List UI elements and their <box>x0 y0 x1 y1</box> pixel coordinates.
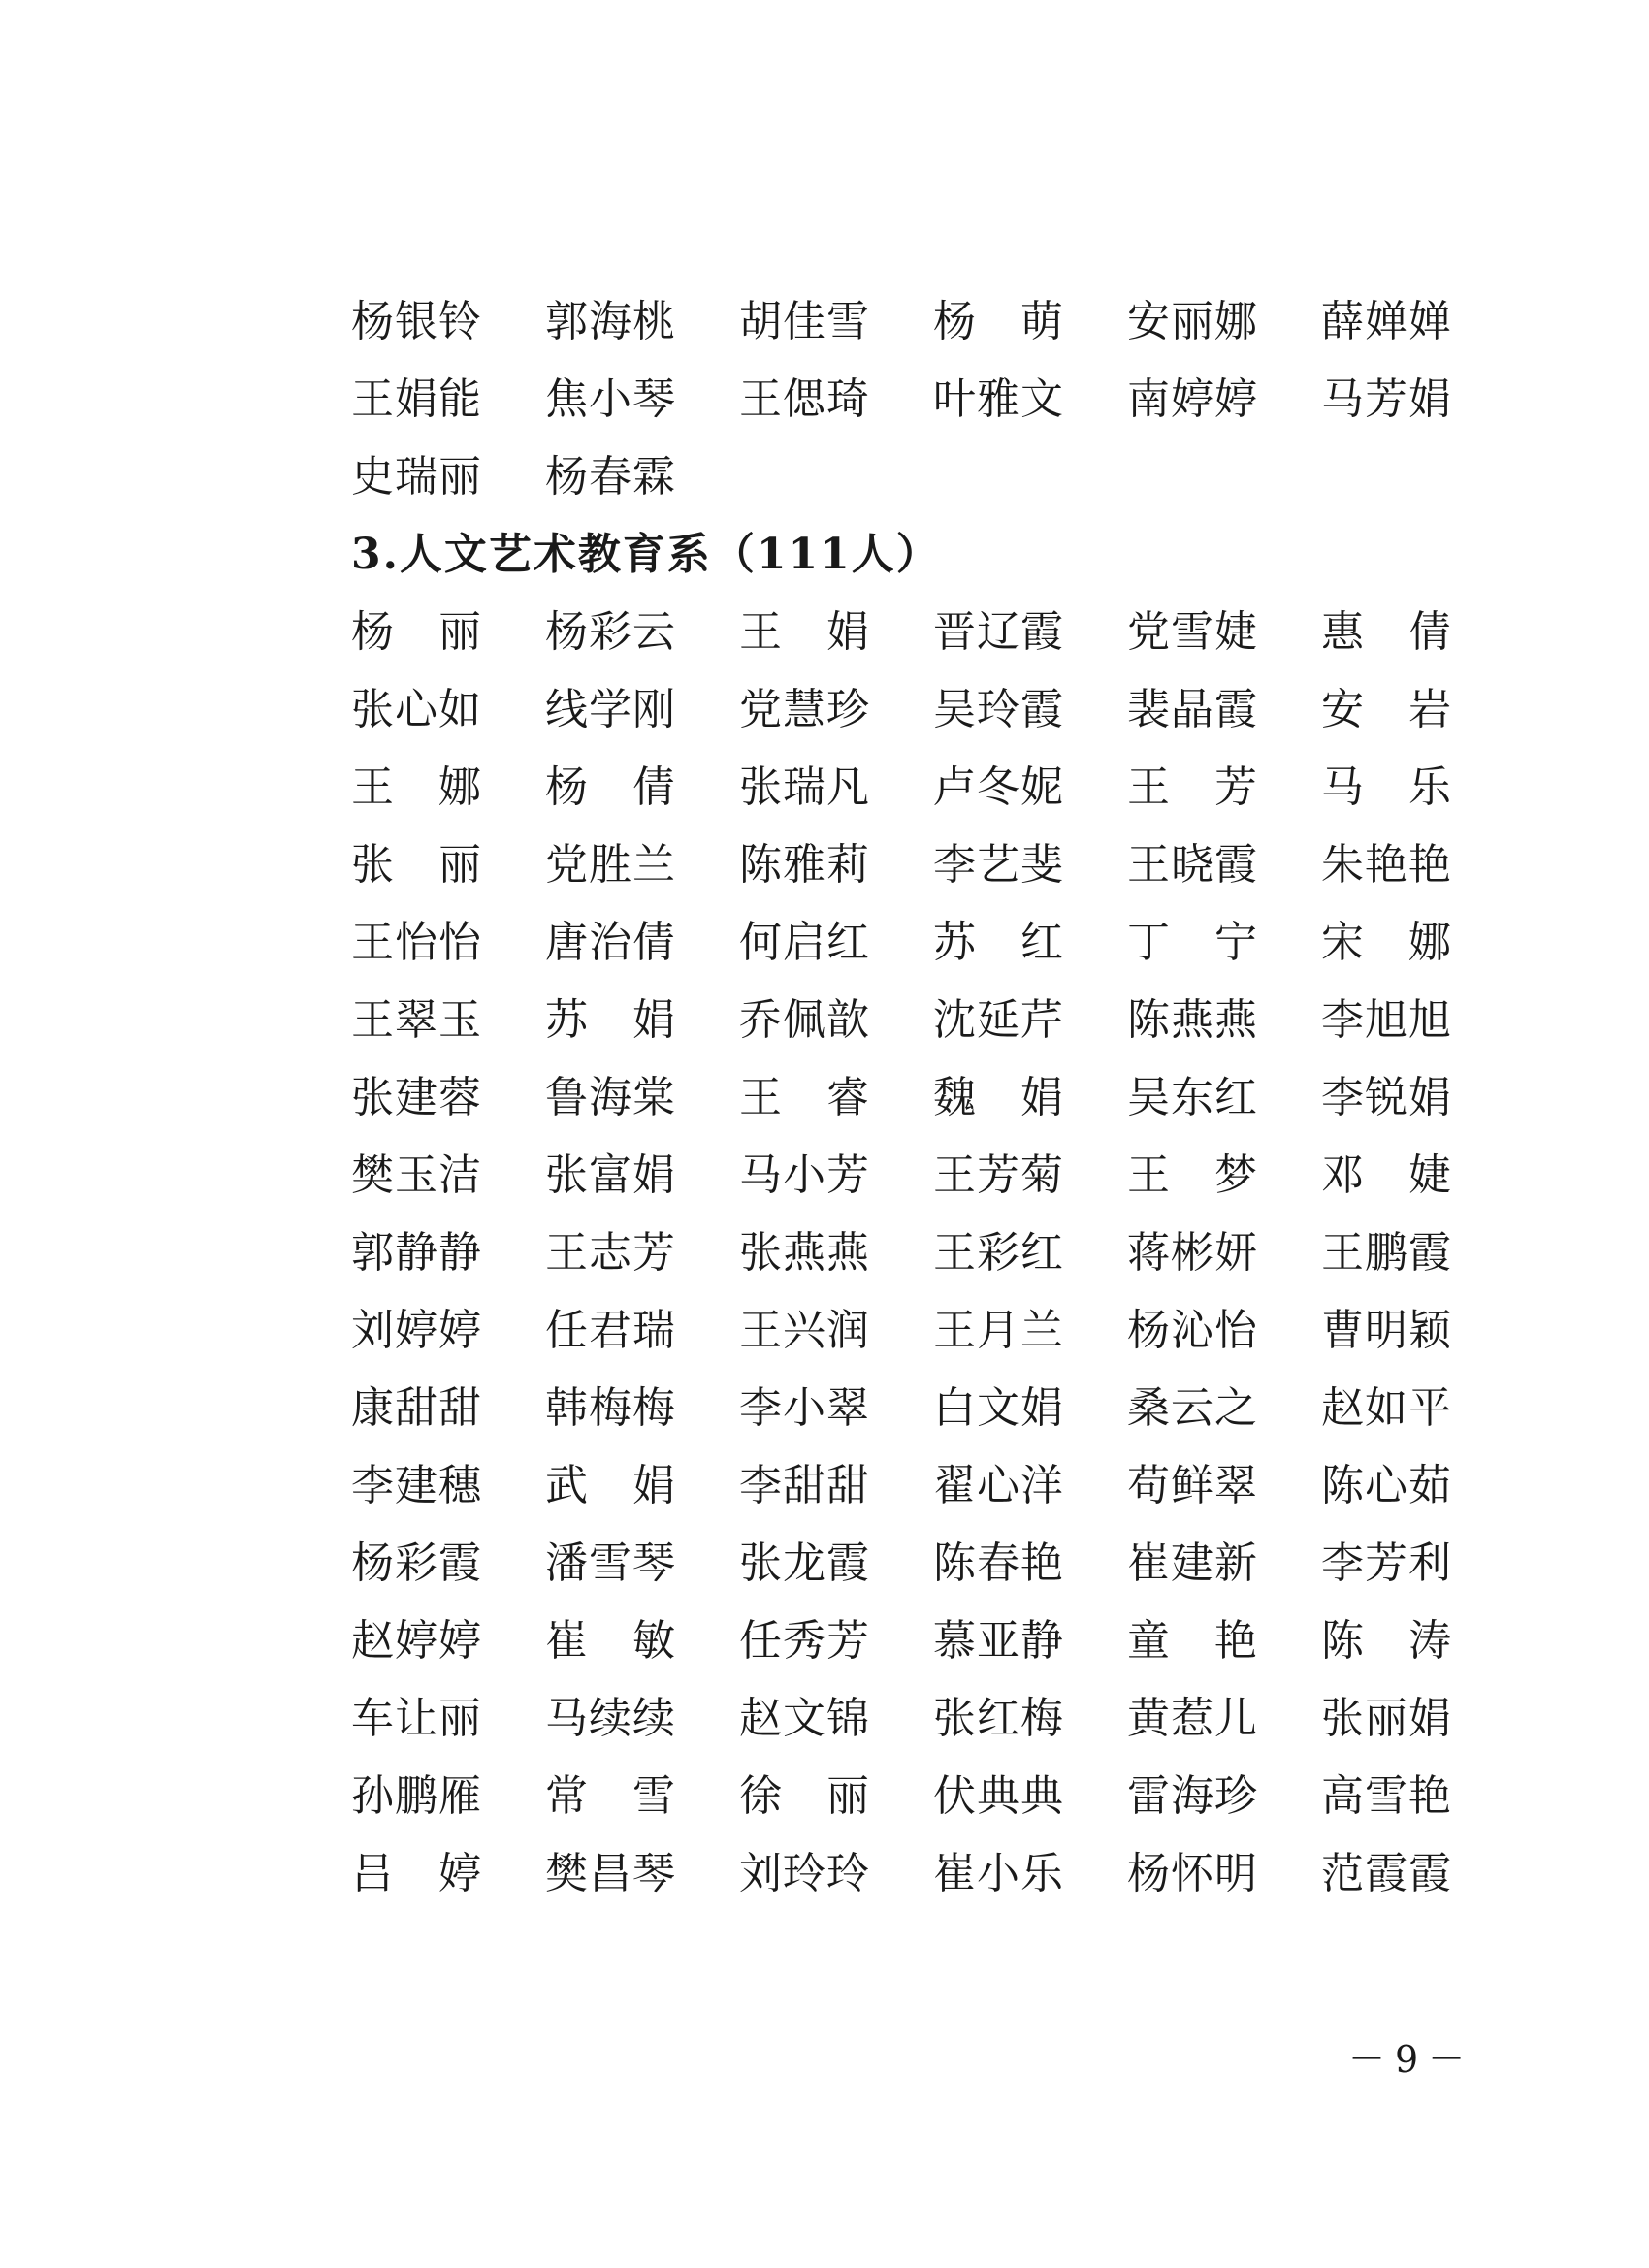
person-name: 王志芳 <box>545 1228 676 1278</box>
person-name: 杨彩云 <box>545 607 676 657</box>
person-name: 李建穗 <box>351 1461 482 1510</box>
person-name: 陈心茹 <box>1321 1461 1452 1510</box>
name-row <box>351 1137 1496 1215</box>
person-name: 徐 丽 <box>739 1771 870 1821</box>
person-name: 黄惹儿 <box>1127 1694 1258 1743</box>
person-name: 王怡怡 <box>351 918 482 967</box>
person-name: 桑云之 <box>1127 1383 1258 1433</box>
person-name: 任君瑞 <box>545 1306 676 1355</box>
page-number: －9－ <box>1348 2038 1475 2081</box>
person-name: 张富娟 <box>545 1150 676 1200</box>
person-name: 沈延芹 <box>933 995 1064 1045</box>
person-name: 李锐娟 <box>1321 1073 1452 1122</box>
person-name: 乔佩歆 <box>739 995 870 1045</box>
person-name: 王兴润 <box>739 1306 870 1355</box>
person-name: 苟鲜翠 <box>1127 1461 1258 1510</box>
person-name: 魏 娟 <box>933 1073 1064 1122</box>
name-row <box>351 904 1496 982</box>
name-row <box>351 1215 1496 1292</box>
person-name: 武 娟 <box>545 1461 676 1510</box>
name-row <box>351 1758 1496 1835</box>
person-name: 王 睿 <box>739 1073 870 1122</box>
person-name: 陈春艳 <box>933 1539 1064 1588</box>
person-name: 南婷婷 <box>1127 374 1258 424</box>
person-name: 杨春霖 <box>545 452 676 502</box>
person-name: 唐治倩 <box>545 918 676 967</box>
name-row <box>351 1059 1496 1137</box>
person-name: 杨银铃 <box>351 297 482 346</box>
person-name: 马续续 <box>545 1694 676 1743</box>
person-name: 童 艳 <box>1127 1616 1258 1666</box>
person-name: 马芳娟 <box>1321 374 1452 424</box>
person-name: 王晓霞 <box>1127 840 1258 890</box>
person-name: 王翠玉 <box>351 995 482 1045</box>
name-row <box>351 1835 1496 1913</box>
person-name: 伏典典 <box>933 1771 1064 1821</box>
person-name: 李旭旭 <box>1321 995 1452 1045</box>
person-name: 蒋彬妍 <box>1127 1228 1258 1278</box>
person-name: 吴玲霞 <box>933 685 1064 734</box>
person-name: 安丽娜 <box>1127 297 1258 346</box>
person-name: 薛婵婵 <box>1321 297 1452 346</box>
name-row <box>351 982 1496 1059</box>
person-name: 杨怀明 <box>1127 1849 1258 1898</box>
person-name: 张燕燕 <box>739 1228 870 1278</box>
person-name: 杨 萌 <box>933 297 1064 346</box>
person-name: 刘婷婷 <box>351 1306 482 1355</box>
person-name: 潘雪琴 <box>545 1539 676 1588</box>
person-name: 何启红 <box>739 918 870 967</box>
person-name: 王芳菊 <box>933 1150 1064 1200</box>
person-name: 常 雪 <box>545 1771 676 1821</box>
person-name: 白文娟 <box>933 1383 1064 1433</box>
name-row <box>351 594 1496 671</box>
person-name: 李小翠 <box>739 1383 870 1433</box>
person-name: 王 梦 <box>1127 1150 1258 1200</box>
person-name: 李艺斐 <box>933 840 1064 890</box>
person-name: 王 娜 <box>351 762 482 812</box>
person-name: 郭海桃 <box>545 297 676 346</box>
person-name: 王月兰 <box>933 1306 1064 1355</box>
person-name: 苏 娟 <box>545 995 676 1045</box>
person-name: 慕亚静 <box>933 1616 1064 1666</box>
person-name: 党雪婕 <box>1127 607 1258 657</box>
person-name: 刘玲玲 <box>739 1849 870 1898</box>
person-name: 焦小琴 <box>545 374 676 424</box>
person-name: 鲁海棠 <box>545 1073 676 1122</box>
name-row <box>351 1292 1496 1370</box>
person-name: 崔小乐 <box>933 1849 1064 1898</box>
person-name: 王 娟 <box>739 607 870 657</box>
person-name: 王彩红 <box>933 1228 1064 1278</box>
person-name: 郭静静 <box>351 1228 482 1278</box>
person-name: 晋辽霞 <box>933 607 1064 657</box>
name-list-content <box>351 283 1496 1913</box>
name-row <box>351 671 1496 749</box>
person-name: 苏 红 <box>933 918 1064 967</box>
person-name: 雷海珍 <box>1127 1771 1258 1821</box>
person-name: 李芳利 <box>1321 1539 1452 1588</box>
person-name: 高雪艳 <box>1321 1771 1452 1821</box>
section-name-list <box>351 594 1496 1913</box>
name-row <box>351 1370 1496 1447</box>
person-name: 王偲琦 <box>739 374 870 424</box>
person-name: 樊玉洁 <box>351 1150 482 1200</box>
person-name: 杨沁怡 <box>1127 1306 1258 1355</box>
person-name: 卢冬妮 <box>933 762 1064 812</box>
person-name: 宋 娜 <box>1321 918 1452 967</box>
person-name: 邓 婕 <box>1321 1150 1452 1200</box>
person-name: 王 芳 <box>1127 762 1258 812</box>
person-name: 吕 婷 <box>351 1849 482 1898</box>
person-name: 安 岩 <box>1321 685 1452 734</box>
name-row <box>351 438 1496 516</box>
person-name: 史瑞丽 <box>351 452 482 502</box>
person-name: 陈燕燕 <box>1127 995 1258 1045</box>
person-name: 张红梅 <box>933 1694 1064 1743</box>
person-name: 陈 涛 <box>1321 1616 1452 1666</box>
person-name: 党慧珍 <box>739 685 870 734</box>
person-name: 曹明颖 <box>1321 1306 1452 1355</box>
person-name: 孙鹏雁 <box>351 1771 482 1821</box>
name-row <box>351 361 1496 438</box>
person-name: 李甜甜 <box>739 1461 870 1510</box>
person-name: 裴晶霞 <box>1127 685 1258 734</box>
person-name: 张瑞凡 <box>739 762 870 812</box>
person-name: 叶雅文 <box>933 374 1064 424</box>
name-row <box>351 1525 1496 1603</box>
name-row <box>351 1603 1496 1680</box>
person-name: 王鹏霞 <box>1321 1228 1452 1278</box>
person-name: 丁 宁 <box>1127 918 1258 967</box>
person-name: 朱艳艳 <box>1321 840 1452 890</box>
person-name: 马小芳 <box>739 1150 870 1200</box>
name-row <box>351 283 1496 361</box>
person-name: 杨彩霞 <box>351 1539 482 1588</box>
person-name: 韩梅梅 <box>545 1383 676 1433</box>
person-name: 吴东红 <box>1127 1073 1258 1122</box>
person-name: 赵婷婷 <box>351 1616 482 1666</box>
name-row <box>351 749 1496 826</box>
person-name: 党胜兰 <box>545 840 676 890</box>
person-name: 张龙霞 <box>739 1539 870 1588</box>
person-name: 樊昌琴 <box>545 1849 676 1898</box>
person-name: 翟心洋 <box>933 1461 1064 1510</box>
person-name: 赵如平 <box>1321 1383 1452 1433</box>
name-row <box>351 826 1496 904</box>
person-name: 康甜甜 <box>351 1383 482 1433</box>
person-name: 胡佳雪 <box>739 297 870 346</box>
section-heading: 3.人文艺术教育系（111人） <box>351 530 941 579</box>
continued-name-list <box>351 283 1496 516</box>
person-name: 惠 倩 <box>1321 607 1452 657</box>
person-name: 张丽娟 <box>1321 1694 1452 1743</box>
person-name: 张心如 <box>351 685 482 734</box>
person-name: 马 乐 <box>1321 762 1452 812</box>
person-name: 王娟能 <box>351 374 482 424</box>
person-name: 赵文锦 <box>739 1694 870 1743</box>
person-name: 范霞霞 <box>1321 1849 1452 1898</box>
person-name: 任秀芳 <box>739 1616 870 1666</box>
person-name: 线学刚 <box>545 685 676 734</box>
person-name: 杨 倩 <box>545 762 676 812</box>
person-name: 杨 丽 <box>351 607 482 657</box>
person-name: 张建蓉 <box>351 1073 482 1122</box>
person-name: 崔 敏 <box>545 1616 676 1666</box>
person-name: 张 丽 <box>351 840 482 890</box>
name-row <box>351 1680 1496 1758</box>
person-name: 崔建新 <box>1127 1539 1258 1588</box>
person-name: 陈雅莉 <box>739 840 870 890</box>
person-name: 车让丽 <box>351 1694 482 1743</box>
name-row <box>351 1447 1496 1525</box>
